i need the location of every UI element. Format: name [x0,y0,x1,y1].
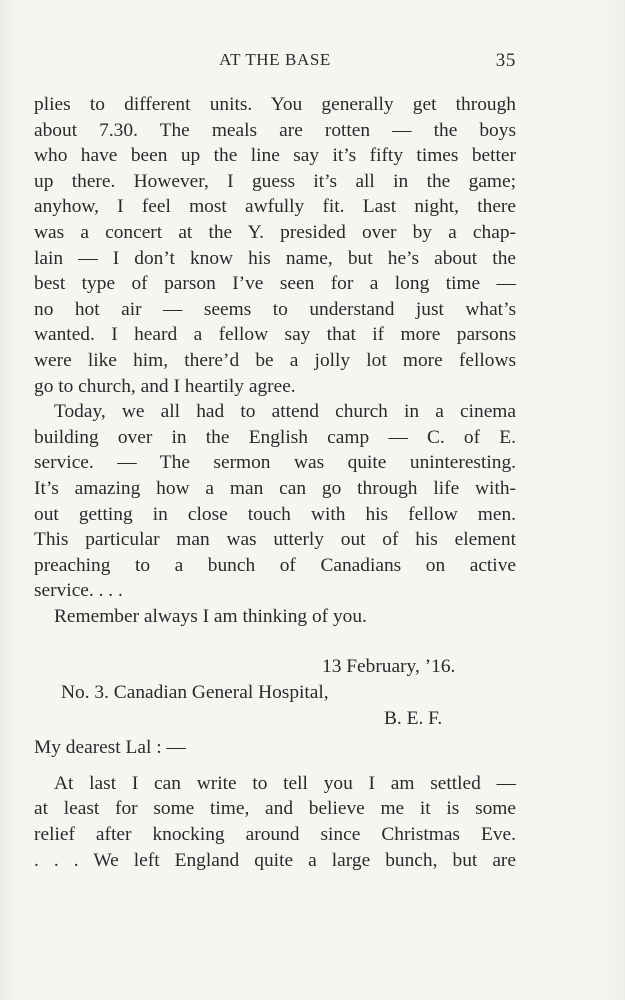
text-line: no hot air — seems to understand just what’s [34,298,516,320]
text-line: It’s amazing how a man can go through life with- [34,477,516,499]
page-header [34,50,516,76]
text-line: anyhow, I feel most awfully fit. Last night, there [34,196,516,218]
text-line: lain — I don’t know his name, but he’s about the [34,247,516,269]
text-line: wanted. I heard a fellow say that if more parsons [34,324,516,346]
page-number: 35 [495,50,516,71]
text-line: . . . We left England quite a large bunch, but are [34,849,516,871]
text-line: was a concert at the Y. presided over by a chap- [34,221,516,243]
letter-date: 13 February, ’16. [322,656,456,678]
text-line: This particular man was utterly out of his element [34,529,516,551]
text-line: preaching to a bunch of Canadians on active [34,554,516,576]
letter-address-bef: B. E. F. [384,707,443,729]
closing-line: Remember always I am thinking of you. [54,605,367,627]
text-line: service. . . . [34,580,123,602]
text-line: go to church, and I heartily agree. [34,375,296,397]
text-line: at least for some time, and believe me it is some [34,798,516,820]
text-line: about 7.30. The meals are rotten — the boys [34,119,516,141]
text-line: plies to different units. You generally get through [34,94,516,115]
running-title: AT THE BASE [219,50,331,69]
text-line: up there. However, I guess it’s all in the game; [34,170,516,192]
text-line: service. — The sermon was quite uninteresting. [34,452,516,474]
letter-address: No. 3. Canadian General Hospital, [61,682,329,704]
letter-salutation: My dearest Lal : — [34,737,186,759]
text-line: out getting in close touch with his fellow men. [34,503,516,525]
text-line: At last I can write to tell you I am settled — [54,772,516,794]
text-line: building over in the English camp — C. of E. [34,426,516,448]
text-line: Today, we all had to attend church in a cinema [54,401,516,423]
text-line: best type of parson I’ve seen for a long time — [34,273,516,295]
text-line: who have been up the line say it’s fifty times better [34,145,516,167]
body-text [34,92,516,873]
text-line: relief after knocking around since Christmas Eve. [34,824,516,846]
text-line: were like him, there’d be a jolly lot more fellows [34,349,516,371]
